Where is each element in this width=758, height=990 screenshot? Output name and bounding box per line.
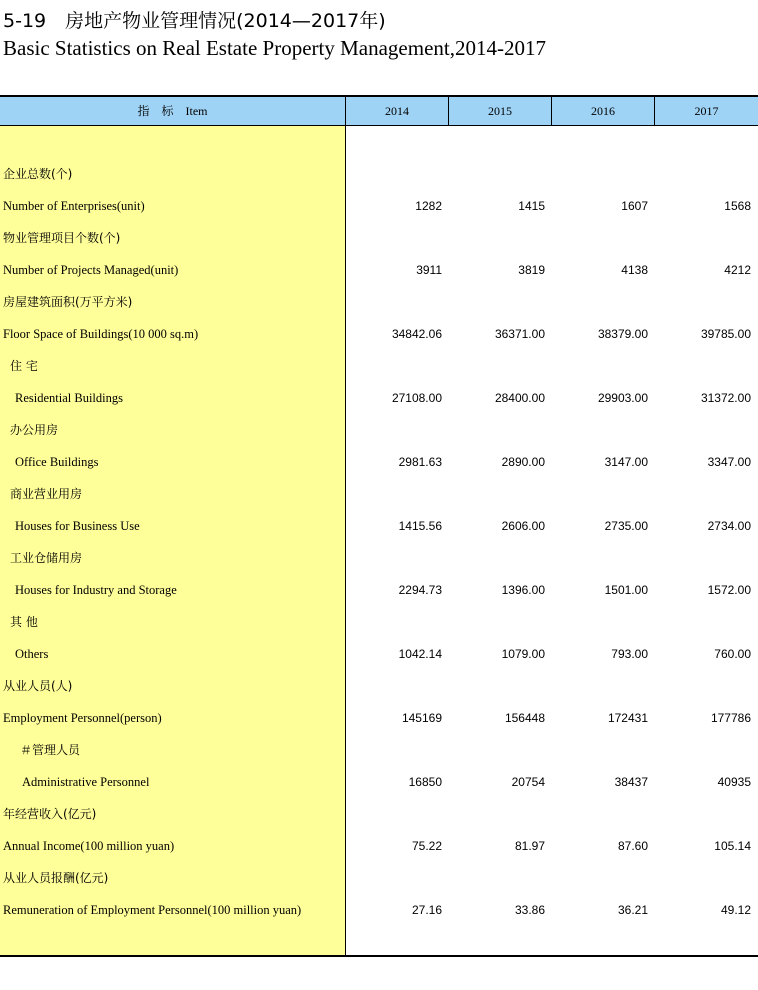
- table-row-label-zh: [0, 222, 758, 254]
- bottom-rule: [0, 955, 758, 957]
- table-body: [0, 158, 758, 926]
- value-cell-2014: 2294.73: [398, 583, 442, 597]
- row-label-en: Floor Space of Buildings(10 000 sq.m): [3, 327, 199, 341]
- value-cell-2017: 760.00: [714, 647, 751, 661]
- table-row: [0, 382, 758, 414]
- table-row: [0, 638, 758, 670]
- table-row: [0, 254, 758, 286]
- table-row: [0, 830, 758, 862]
- row-label-en: Number of Projects Managed(unit): [3, 263, 179, 277]
- table-row-label-zh: [0, 862, 758, 894]
- table-row: [0, 510, 758, 542]
- value-cell-2015: 28400.00: [494, 391, 545, 405]
- value-cell-2017: 105.14: [714, 839, 751, 853]
- value-cell-2014: 3911: [416, 263, 442, 277]
- row-label-zh: 房屋建筑面积(万平方米): [3, 295, 133, 309]
- value-cell-2016: 38437: [614, 775, 648, 789]
- row-label-zh: 年经营收入(亿元): [3, 807, 97, 821]
- value-cell-2015: 2606.00: [501, 519, 545, 533]
- table-row-label-zh: [0, 606, 758, 638]
- table-row-label-zh: [0, 414, 758, 446]
- value-cell-2016: 1607: [621, 199, 648, 213]
- table-row-label-zh: [0, 350, 758, 382]
- value-cell-2014: 27.16: [411, 903, 442, 917]
- row-label-en: Houses for Industry and Storage: [15, 583, 177, 597]
- value-cell-2017: 1568: [724, 199, 751, 213]
- row-label-zh: 商业营业用房: [10, 487, 83, 501]
- row-label-en: Residential Buildings: [15, 391, 123, 405]
- table-row: [0, 894, 758, 926]
- row-label-en: Houses for Business Use: [15, 519, 140, 533]
- header-year-2017: 2017: [694, 104, 719, 118]
- page-title-english: Basic Statistics on Real Estate Property Management,2014-2017: [3, 36, 546, 60]
- table-row-label-zh: [0, 286, 758, 318]
- row-label-zh: 从业人员(人): [3, 679, 73, 693]
- value-cell-2016: 2735.00: [604, 519, 648, 533]
- row-label-en: Annual Income(100 million yuan): [3, 839, 175, 853]
- value-cell-2015: 81.97: [514, 839, 545, 853]
- value-cell-2016: 172431: [607, 711, 648, 725]
- row-label-zh: 住 宅: [10, 359, 38, 373]
- value-cell-2014: 16850: [408, 775, 442, 789]
- value-cell-2014: 1042.14: [398, 647, 442, 661]
- value-cell-2015: 1079.00: [501, 647, 545, 661]
- value-cell-2016: 793.00: [611, 647, 648, 661]
- table-row-label-zh: [0, 734, 758, 766]
- row-label-en: Remuneration of Employment Personnel(100 million yuan): [3, 903, 302, 917]
- row-label-en: Number of Enterprises(unit): [3, 199, 145, 213]
- header-year-2015: 2015: [488, 104, 512, 118]
- value-cell-2015: 1396.00: [501, 583, 545, 597]
- value-cell-2014: 1282: [415, 199, 442, 213]
- value-cell-2014: 1415.56: [398, 519, 442, 533]
- table-header: [0, 97, 758, 126]
- value-cell-2017: 40935: [717, 775, 751, 789]
- value-cell-2015: 20754: [511, 775, 545, 789]
- value-cell-2017: 4212: [724, 263, 751, 277]
- table-row-label-zh: [0, 158, 758, 190]
- value-cell-2017: 177786: [710, 711, 751, 725]
- value-cell-2014: 27108.00: [391, 391, 442, 405]
- table-row: [0, 574, 758, 606]
- row-label-zh: 办公用房: [10, 423, 59, 437]
- value-cell-2017: 1572.00: [707, 583, 751, 597]
- table-row-label-zh: [0, 798, 758, 830]
- value-cell-2016: 1501.00: [604, 583, 648, 597]
- table-row-label-zh: [0, 542, 758, 574]
- row-label-zh: 企业总数(个): [3, 167, 73, 181]
- table-row-label-zh: [0, 670, 758, 702]
- row-label-zh: 从业人员报酬(亿元): [3, 871, 109, 885]
- row-label-en: Office Buildings: [15, 455, 99, 469]
- row-label-en: Employment Personnel(person): [3, 711, 162, 725]
- value-cell-2015: 3819: [518, 263, 545, 277]
- value-cell-2015: 156448: [504, 711, 545, 725]
- table-row: [0, 766, 758, 798]
- value-cell-2015: 2890.00: [501, 455, 545, 469]
- table-row: [0, 318, 758, 350]
- page-title-chinese: 5-19 房地产物业管理情况(2014—2017年): [3, 10, 386, 32]
- header-item: 指 标 Item: [137, 104, 208, 118]
- table-row-label-zh: [0, 478, 758, 510]
- value-cell-2017: 2734.00: [707, 519, 751, 533]
- row-label-zh: 其 他: [10, 615, 38, 629]
- table-row: [0, 190, 758, 222]
- header-year-2016: 2016: [591, 104, 615, 118]
- value-cell-2017: 39785.00: [700, 327, 751, 341]
- value-cell-2014: 2981.63: [398, 455, 442, 469]
- value-cell-2014: 145169: [401, 711, 442, 725]
- value-cell-2015: 33.86: [514, 903, 545, 917]
- row-label-en: Administrative Personnel: [22, 775, 150, 789]
- row-label-zh: 物业管理项目个数(个): [3, 231, 121, 245]
- value-cell-2016: 36.21: [617, 903, 648, 917]
- row-label-en: Others: [15, 647, 49, 661]
- value-cell-2016: 3147.00: [604, 455, 648, 469]
- value-cell-2016: 38379.00: [597, 327, 648, 341]
- value-cell-2016: 4138: [621, 263, 648, 277]
- table-row: [0, 702, 758, 734]
- value-cell-2017: 3347.00: [707, 455, 751, 469]
- value-cell-2017: 31372.00: [700, 391, 751, 405]
- value-cell-2016: 29903.00: [597, 391, 648, 405]
- row-label-zh: ＃管理人员: [20, 743, 81, 757]
- value-cell-2015: 36371.00: [494, 327, 545, 341]
- header-year-2014: 2014: [385, 104, 409, 118]
- value-cell-2017: 49.12: [720, 903, 751, 917]
- value-cell-2016: 87.60: [617, 839, 648, 853]
- row-label-zh: 工业仓储用房: [10, 551, 83, 565]
- table-row: [0, 446, 758, 478]
- value-cell-2014: 75.22: [411, 839, 442, 853]
- value-cell-2014: 34842.06: [391, 327, 442, 341]
- value-cell-2015: 1415: [518, 199, 545, 213]
